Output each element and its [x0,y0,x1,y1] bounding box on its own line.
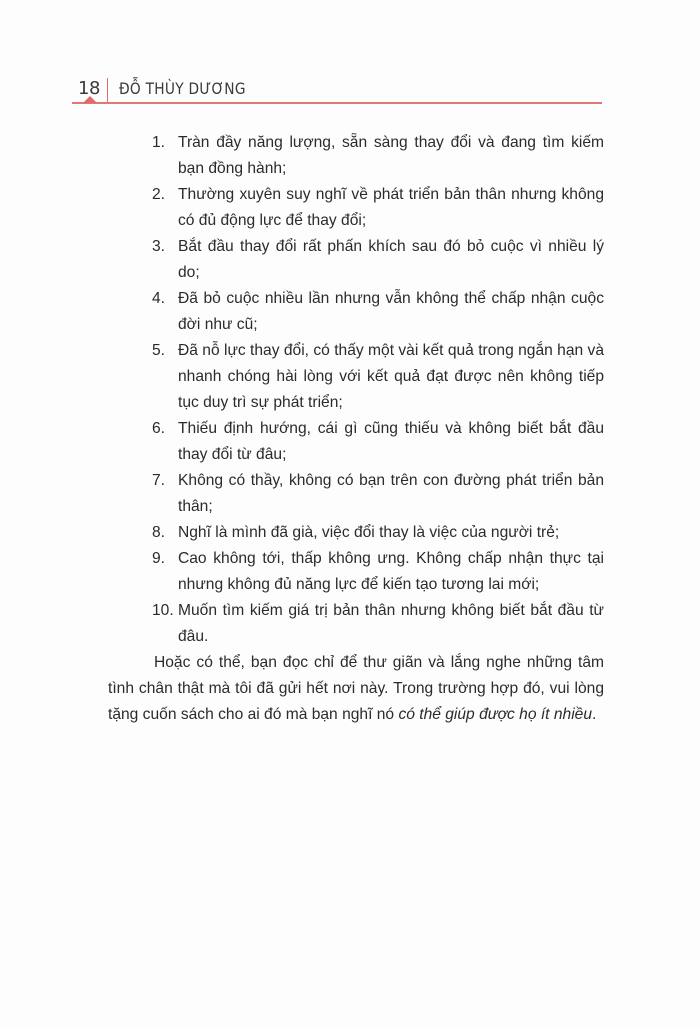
list-item [108,182,604,234]
list-item-number: 4. [152,290,166,307]
list-item-text: Đã nỗ lực thay đổi, có thấy một vài kết quả trong ngắn hạn và nhanh chóng hài lòng với kết quả đạt được nên không tiếp tục duy trì sự phát triển; [178,342,604,411]
list-item-text: Cao không tới, thấp không ưng. Không chấp nhận thực tại nhưng không đủ năng lực để kiến tạo tương lai mới; [178,550,604,593]
list-item [108,338,604,416]
list-item-number: 5. [152,342,166,359]
running-header [0,74,700,108]
list-item [108,130,604,182]
list-item-number: 9. [152,550,166,567]
list-item-text: Thường xuyên suy nghĩ về phát triển bản thân nhưng không có đủ động lực để thay đổi; [178,186,604,229]
list-item-number: 1. [152,134,166,151]
list-item-text: Muốn tìm kiếm giá trị bản thân nhưng không biết bắt đầu từ đâu. [178,602,604,645]
closing-text: Hoặc có thể, bạn đọc chỉ để thư giãn và lắng nghe những tâm tình chân thật mà tôi đã gửi hết nơi này. Trong trường hợp đó, vui lòng tặng cuốn sách cho ai đó mà bạn nghĩ nó [108,654,604,723]
list-item [108,234,604,286]
page-number: 18 [78,78,100,99]
header-divider [107,78,108,102]
list-item-number: 10. [152,602,174,619]
list-item-number: 3. [152,238,166,255]
list-item-number: 8. [152,524,166,541]
closing-paragraph [108,650,604,728]
list-item [108,546,604,598]
list-item-text: Bắt đầu thay đổi rất phấn khích sau đó bỏ cuộc vì nhiều lý do; [178,238,604,281]
page-body [108,130,604,728]
list-item [108,520,604,546]
list-item-text: Nghĩ là mình đã già, việc đổi thay là việc của người trẻ; [178,524,560,541]
list-item-number: 7. [152,472,166,489]
list-item [108,598,604,650]
header-rule [72,102,602,104]
list-item [108,468,604,520]
list-item [108,416,604,468]
list-item-number: 2. [152,186,166,203]
list-item-text: Tràn đầy năng lượng, sẵn sàng thay đổi và đang tìm kiếm bạn đồng hành; [178,134,604,177]
list-item [108,286,604,338]
header-triangle-marker [83,96,97,103]
list-item-text: Đã bỏ cuộc nhiều lần nhưng vẫn không thể chấp nhận cuộc đời như cũ; [178,290,604,333]
closing-end: . [592,706,597,723]
numbered-list [108,130,604,650]
list-item-number: 6. [152,420,166,437]
closing-italic-text: có thể giúp được họ ít nhiều [398,706,593,723]
list-item-text: Thiếu định hướng, cái gì cũng thiếu và không biết bắt đầu thay đổi từ đâu; [178,420,604,463]
author-name: ĐỖ THÙY DƯƠNG [119,79,246,98]
list-item-text: Không có thầy, không có bạn trên con đường phát triển bản thân; [178,472,604,515]
